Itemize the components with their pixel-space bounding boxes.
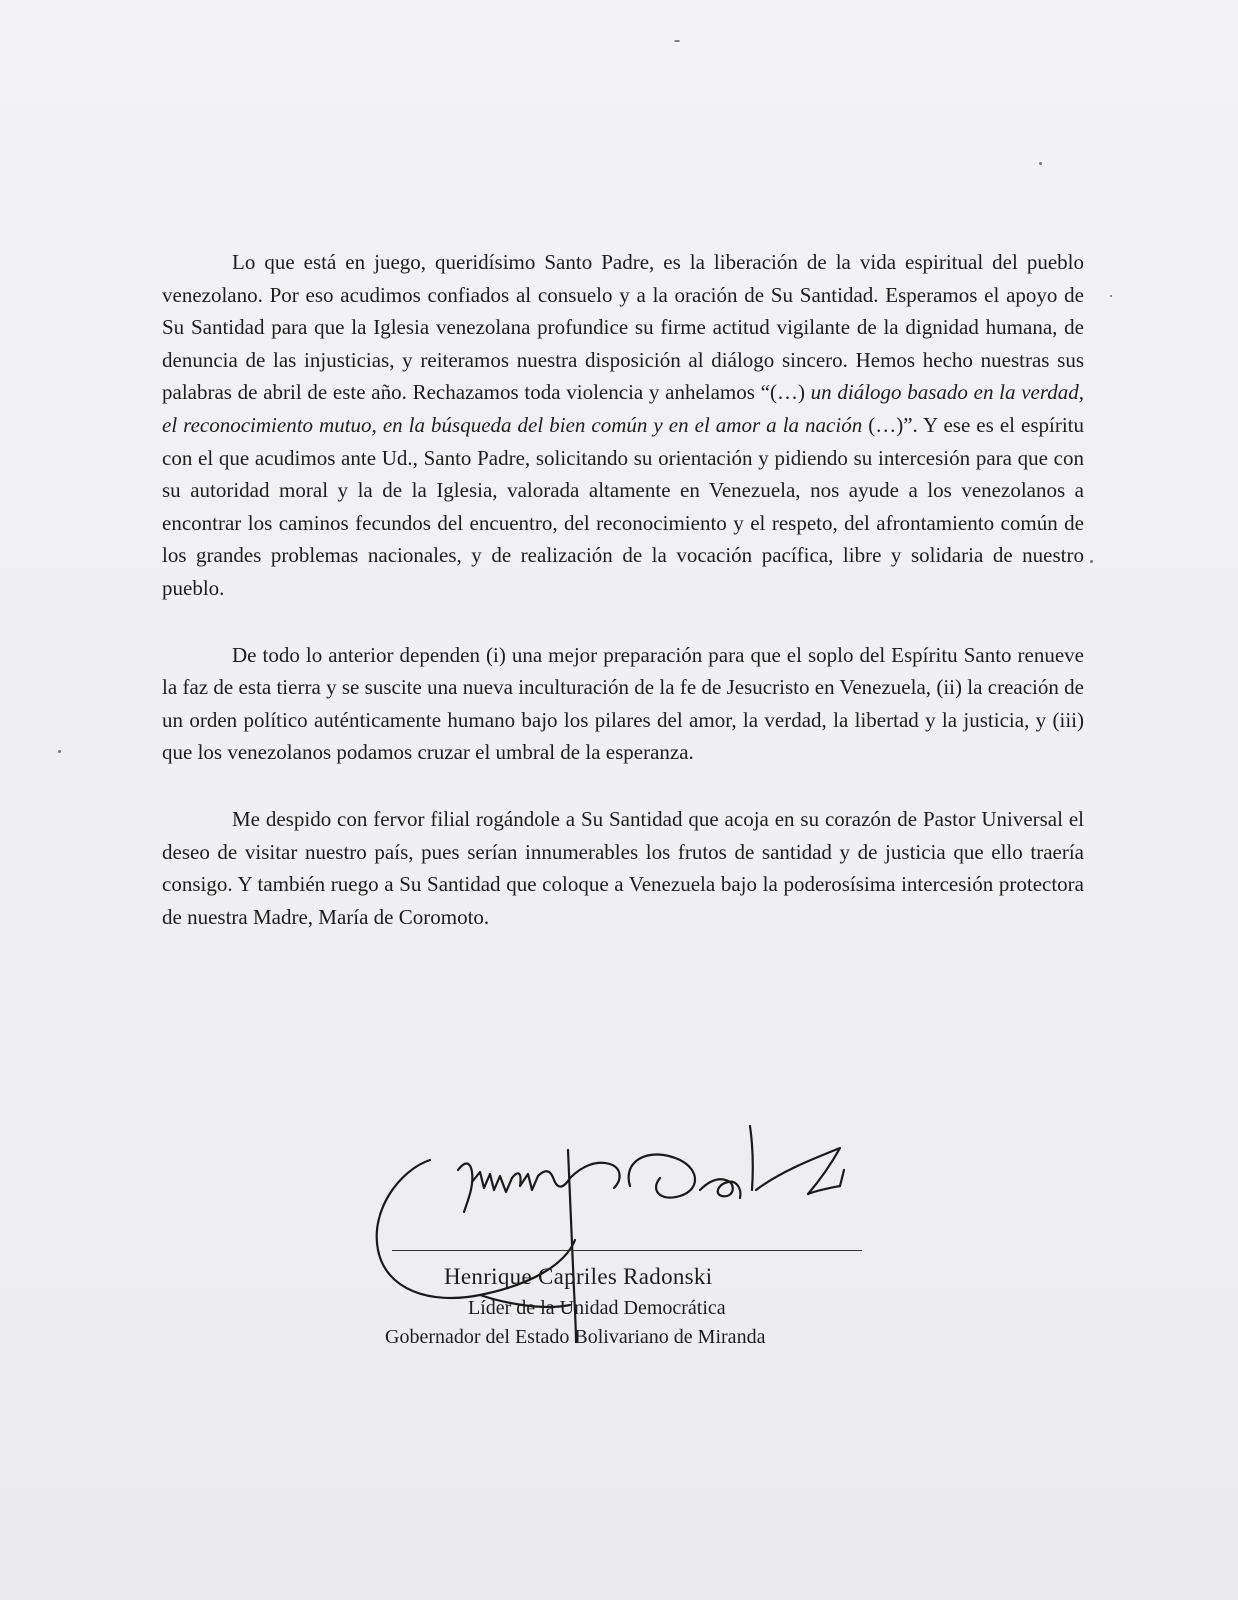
paragraph-1 bbox=[162, 246, 1084, 605]
letter-body bbox=[162, 246, 1084, 967]
signatory-name: Henrique Capriles Radonski bbox=[444, 1264, 713, 1289]
paragraph-1-quote: un diálogo basado en la verdad, el reconocimiento mutuo, en la búsqueda del bien común y en el amor a la nación bbox=[162, 380, 1085, 437]
paragraph-2: De todo lo anterior dependen (i) una mejor preparación para que el soplo del Espíritu Santo renueve la faz de esta tierra y se suscite una nueva inculturación de la fe de Jesucristo en Venezuela, (ii) la creación de un orden político auténticamente humano bajo los pilares del amor, la verdad, la libertad y la justicia, y (iii) que los venezolanos podamos cruzar el umbral de la esperanza. bbox=[162, 642, 1084, 765]
scan-speck bbox=[1090, 560, 1093, 563]
scan-speck bbox=[1110, 295, 1112, 297]
signatory-office: Gobernador del Estado Bolivariano de Miranda bbox=[385, 1326, 766, 1348]
scan-speck bbox=[58, 750, 61, 753]
paragraph-1-text-start: Lo que está en juego, queridísimo Santo Padre, es la liberación de la vida espiritual del pueblo venezolano. Por eso acudimos confiados al consuelo y a la oración de Su Santidad. Esperamos el apoyo de Su Santidad para que la Iglesia venezolana profundice su firme actitud vigilante de la dignidad humana, de denuncia de las injusticias, y reiteramos nuestra disposición al diálogo sincero. Hemos hecho nuestras sus palabras de abril de este año. Rechazamos toda violencia y anhelamos “(…) bbox=[162, 250, 1084, 405]
paragraph-3: Me despido con fervor filial rogándole a Su Santidad que acoja en su corazón de Pastor Universal el deseo de visitar nuestro país, pues serían innumerables los frutos de santidad y de justicia que ello traería consigo. Y también ruego a Su Santidad que coloque a Venezuela bajo la poderosísima intercesión protectora de nuestra Madre, María de Coromoto. bbox=[162, 806, 1084, 929]
paragraph-1-text-end: (…)”. Y ese es el espíritu con el que acudimos ante Ud., Santo Padre, solicitando su orientación y pidiendo su intercesión para que con su autoridad moral y la de la Iglesia, valorada altamente en Venezuela, nos ayude a los venezolanos a encontrar los caminos fecundos del encuentro, del reconocimiento y el respeto, del afrontamiento común de los grandes problemas nacionales, y de realización de la vocación pacífica, libre y solidaria de nuestro pueblo. bbox=[162, 412, 1084, 600]
scan-speck bbox=[674, 40, 680, 42]
signature-line bbox=[392, 1250, 862, 1251]
scan-speck bbox=[1039, 162, 1042, 165]
signatory-role: Líder de la Unidad Democrática bbox=[468, 1297, 726, 1319]
signature-block bbox=[360, 1090, 880, 1360]
